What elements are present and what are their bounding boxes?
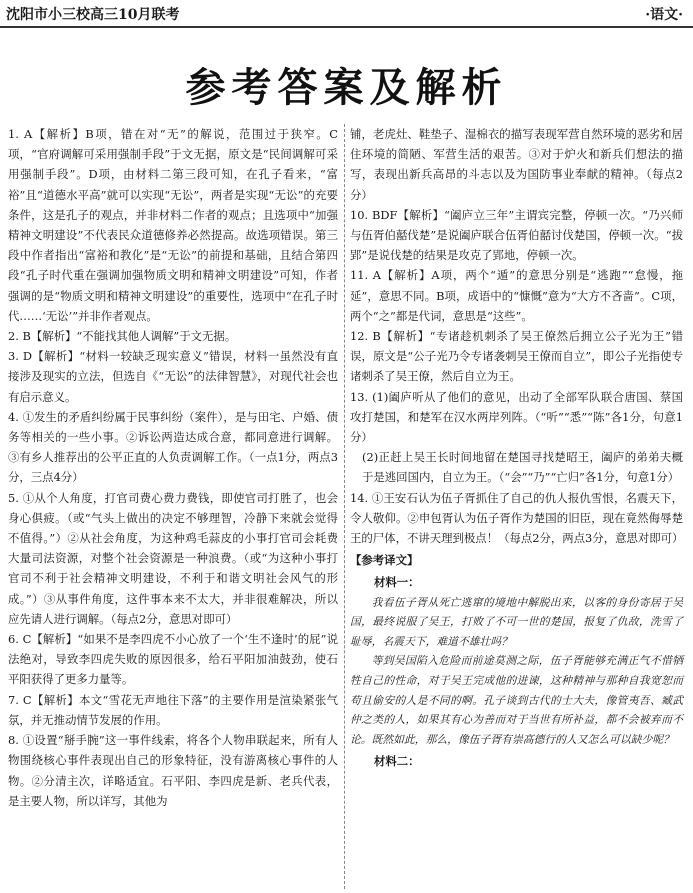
answer-item-5: 5. ①从个人角度，打官司费心费力费钱，即使官司打胜了，也会身心俱疲。（或“气头上做出的决定不够理智，冷静下来就会觉得不值得。”）②从社会角度，为这种鸡毛蒜皮的小事打官司会耗费大量司法资源，对整个社会资源是一种浪费。（或“为这种小事打官司不利于社会精神文明建设，不利于和谐文明社会风气的形成。”）③从事件角度，这件事本来不太大，并非很难解决，所以应先请人进行调解。（每点2分，意思对即可） <box>8 490 338 626</box>
answer-item-3: 3. D【解析】“材料一较缺乏现实意义”错误，材料一虽然没有直接涉及现实的立法，但选自《“无讼”的法律智慧》，对现代社会也有启示意义。 <box>8 349 338 404</box>
translation-heading: 【参考译文】 <box>350 553 419 568</box>
answer-item-12: 12. B【解析】“专诸趁机刺杀了吴王僚然后拥立公子光为王”错误，原文是“公子光乃令专诸袭刺吴王僚而自立”，即公子光指使专诸刺杀了吴王僚，然后自立为王。 <box>350 329 683 384</box>
answer-item-7: 7. C【解析】本文“雪花无声地往下落”的主要作用是渲染紧张气氛，并无推动情节发展的作用。 <box>8 692 338 727</box>
column-divider <box>344 124 345 889</box>
answer-item-10: 10. BDF【解析】“阖庐立三年”主谓宾完整，停顿一次。“乃兴师与伍胥伯嚭伐楚”是说阖庐联合伍胥伯嚭讨伐楚国，停顿一次。“拔郢”是说伐楚的结果是攻克了郢地，停顿一次。 <box>350 207 683 263</box>
answer-item-11: 11. A【解析】A项，两个“遁”的意思分别是“逃跑”“怠慢，拖延”，意思不同。B项，成语中的“慷慨”意为“大方不吝啬”。C项，两个“之”都是代词，意思是“这些”。 <box>350 268 683 323</box>
exam-title: 沈阳市小三校高三10月联考 <box>6 7 180 23</box>
answer-item-13-1: 13. (1)阖庐听从了他们的意见，出动了全部军队联合唐国、蔡国攻打楚国，和楚军在汉水两岸列阵。（“听”“悉”“陈”各1分，句意1分） <box>350 389 683 445</box>
right-column <box>350 124 683 772</box>
answer-item-13-2: (2)正赶上吴王长时间地留在楚国寻找楚昭王，阖庐的弟弟夫概于是逃回国内，自立为王。（“会”“乃”“亡归”各1分，句意1分） <box>362 450 683 485</box>
left-column <box>8 124 338 811</box>
answer-item-6: 6. C【解析】“如果不是李四虎不小心放了一个‘生不逢时’的屁”说法绝对，导致李四虎失败的原因很多，给石平阳加油鼓劲，使石平阳获得了更多力量等。 <box>8 632 338 687</box>
answer-item-8-continued: 铺，老虎灶、鞋垫子、湿棉衣的描写表现军营自然环境的恶劣和居住环境的简陋、军营生活的艰苦。③对于炉火和新兵们想法的描写，表现出新兵高昂的斗志以及为国防事业奉献的精神。（每点2分） <box>350 127 683 202</box>
page-title: 参考答案及解析 <box>185 65 508 111</box>
page-header <box>0 0 693 28</box>
answer-item-14: 14. ①王安石认为伍子胥抓住了自己的仇人报仇雪恨，名震天下，令人敬仰。②申包胥认为伍子胥作为楚国的旧臣，现在竟然侮辱楚王的尸体，不讲天理到极点！（每点2分，两点3分，意思对即可） <box>350 490 684 546</box>
material-2-label: 材料二： <box>374 754 420 769</box>
material-1-label: 材料一： <box>374 575 420 590</box>
material-1-paragraph: 我看伍子胥从死亡逃窜的境地中解脱出来，以客的身份寄居于吴国，最终说服了吴王，打败了不可一世的楚国，报复了仇敌，洗雪了耻辱，名震天下，难道不雄壮吗？ <box>350 595 683 648</box>
answer-item-8: 8. ①设置“掰手腕”这一事件线索，将各个人物串联起来，所有人物围绕核心事件表现出自己的形象特征，没有游离核心事件的人物。②分清主次，详略适宜。石平阳、李四虎是新、老兵代表，是主要人物，所以详写，其他为 <box>8 733 338 808</box>
answer-item-4: 4. ①发生的矛盾纠纷属于民事纠纷（案件），是与田宅、户婚、债务等相关的一些小事。②诉讼两造达成合意，都同意进行调解。③有乡人推荐出的公平正直的人负责调解工作。（一点1分，两点3分，三点4分） <box>8 409 338 485</box>
answer-item-1: 1. A【解析】B项，错在对“无”的解说，范围过于狭窄。C项，“官府调解可采用强制手段”于文无据，原文是“民间调解可采用强制手段”。D项，由材料二第三段可知，在孔子看来，“富裕”且“道德水平高”就可以实现“无讼”，两者是实现“无讼”的充要条件，这是孔子的观点，并非材料二作者的观点；且选项中“加强精神文明建设”不代表民众道德修养必然提高。故选项错误。第三段中作者指出“富裕和教化”是“无讼”的前提和基础，且结合第四段“孔子时代重在强调加强物质文明和精神文明建设”可知，作者强调的是“物质文明和精神文明建设”的重要性，选项中“在孔子时代……‘无讼’”并非作者观点。 <box>8 127 338 323</box>
material-1-paragraph: 等到吴国陷入危险而前途莫测之际，伍子胥能够充满正气不惜牺牲自己的性命，对于吴王完成他的进谏，这种精神与那种自我宽恕而苟且偷安的人是不同的啊。孔子谈到古代的士大夫，像管夷吾、臧武仲之类的人，如果其有心为善而对于当世有所补益，都不会被弃而不论。既然如此，那么，像伍子胥有崇高德行的人又怎么可以缺少呢？ <box>350 654 683 746</box>
answer-item-2: 2. B【解析】“不能找其他人调解”于文无据。 <box>8 329 237 344</box>
subject-label: ·语文· <box>645 7 683 23</box>
